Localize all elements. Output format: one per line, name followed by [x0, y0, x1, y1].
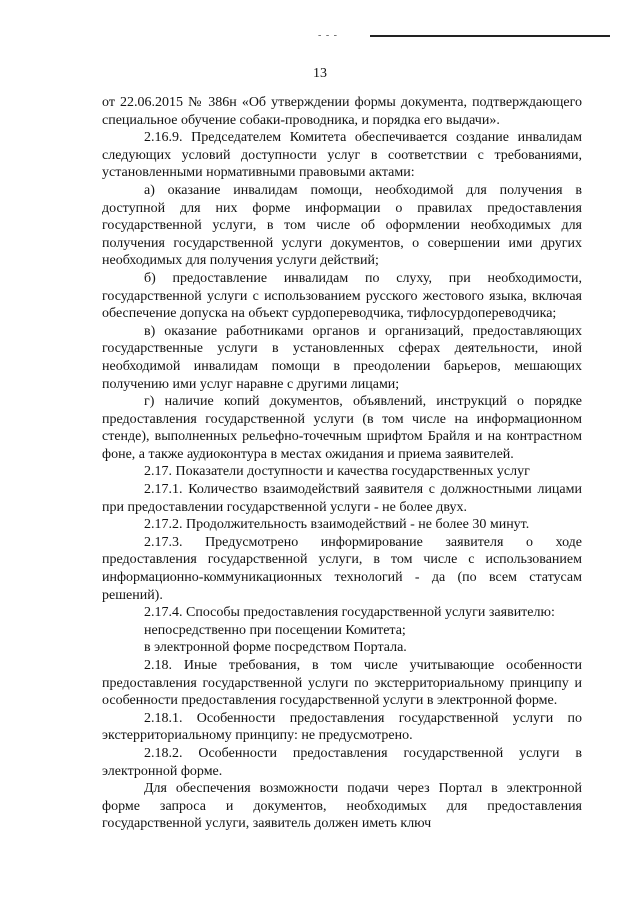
paragraph-portal-requirements: Для обеспечения возможности подачи через Портал в электронной форме запроса и документов, необходимых для предоставления государственной услуги, заявитель должен иметь ключ	[102, 781, 582, 832]
paragraph-continuation: от 22.06.2015 № 386н «Об утверждении формы документа, подтверждающего специальное обучение собаки-проводника, и порядка его выдачи».	[102, 95, 582, 128]
paragraph-2-17-4: 2.17.4. Способы предоставления государственной услуги заявителю:	[144, 605, 555, 621]
list-item-v: в) оказание работниками органов и организаций, предоставляющих государственные услуги в установленных сферах деятельности, иной необходимой инвалидам помощи в преодолении барьеров, мешающих получению ими услуг наравне с другими лицами;	[102, 323, 582, 392]
list-item-g: г) наличие копий документов, объявлений, инструкций о порядке предоставления государственной услуги (в том числе на информационном стенде), выполненных рельефно-точечным шрифтом Брайля и на контрастном фоне, а также аудиоконтура в местах ожидания и приема заявителей.	[102, 394, 582, 462]
section-heading-2-18: 2.18. Иные требования, в том числе учитывающие особенности предоставления государственной услуги по экстерриториальному принципу и особенности предоставления государственной услуги в электронной форме.	[102, 658, 582, 709]
paragraph-2-18-1: 2.18.1. Особенности предоставления государственной услуги по экстерриториальному принципу: не предусмотрено.	[102, 710, 582, 744]
paragraph-2-16-9: 2.16.9. Председателем Комитета обеспечивается создание инвалидам следующих условий доступности услуг в соответствии с требованиями, установленными нормативными правовыми актами:	[102, 130, 582, 181]
document-body	[102, 94, 582, 833]
header-rule	[370, 35, 610, 37]
list-item-b: б) предоставление инвалидам по слуху, при необходимости, государственной услуги с использованием русского жестового языка, включая обеспечение допуска на объект сурдопереводчика, тифлосурдопереводчика;	[102, 270, 582, 322]
list-item-a: а) оказание инвалидам помощи, необходимой для получения в доступной для них форме информации о правилах предоставления государственной услуги, в том числе об оформлении необходимых для получения государственной услуги документов, о совершении ими других необходимых для получения услуги действий;	[102, 182, 582, 269]
paragraph-2-18-2: 2.18.2. Особенности предоставления государственной услуги в электронной форме.	[102, 745, 582, 779]
method-item-visit: непосредственно при посещении Комитета;	[144, 622, 406, 638]
method-item-portal: в электронной форме посредством Портала.	[144, 640, 407, 656]
paragraph-2-17-2: 2.17.2. Продолжительность взаимодействий - не более 30 минут.	[144, 517, 530, 533]
section-heading-2-17: 2.17. Показатели доступности и качества государственных услуг	[144, 464, 530, 480]
page-number: 13	[313, 66, 327, 81]
paragraph-2-17-3: 2.17.3. Предусмотрено информирование заявителя о ходе предоставления государственной услуги, в том числе с использованием информационно-коммуникационных технологий - да (по всем статусам решений).	[102, 534, 582, 603]
header-dots: - - -	[318, 30, 338, 41]
paragraph-2-17-1: 2.17.1. Количество взаимодействий заявителя с должностными лицами при предоставлении государственной услуги - не более двух.	[102, 482, 582, 515]
